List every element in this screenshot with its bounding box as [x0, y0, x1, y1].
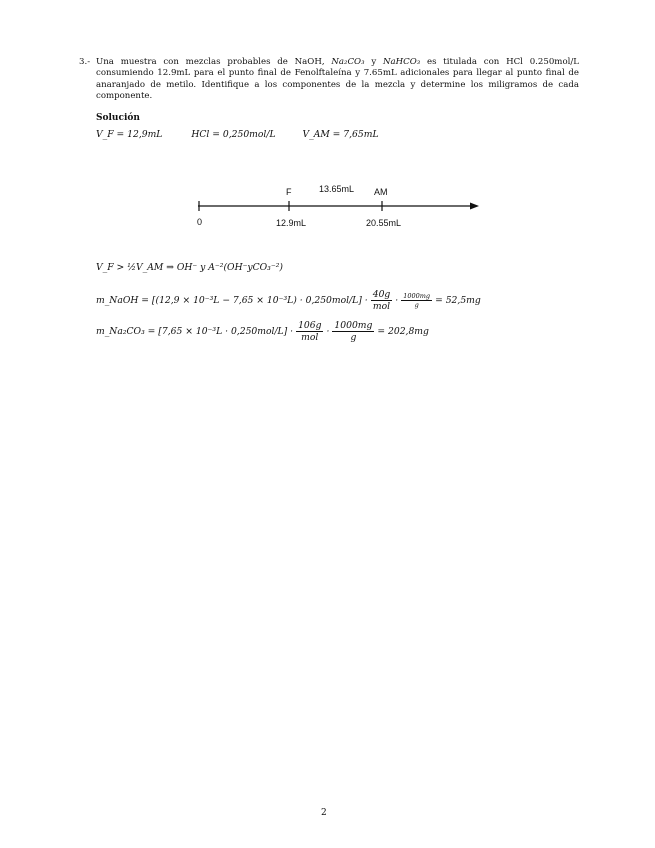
species-nahco3: NaHCO₃ [382, 57, 421, 67]
naoh-f1-num: 40g [372, 289, 391, 300]
na2co3-equation [96, 320, 429, 343]
naoh-equation [96, 289, 481, 312]
na2co3-f1-den: mol [301, 332, 319, 343]
na2co3-fraction-mg [332, 320, 374, 343]
solution-heading: Solución [96, 113, 140, 123]
label-span: 13.65mL [319, 184, 355, 194]
page-number: 2 [321, 808, 327, 818]
problem-number: 3.- [79, 57, 91, 67]
na2co3-f2-den: g [350, 332, 357, 343]
na2co3-f2-num: 1000mg [334, 320, 373, 331]
naoh-result: = 52,5mg [435, 295, 481, 306]
condition-text: V_F > ½V_AM ⇒ OH⁻ y A⁻²(OH⁻yCO₃⁻²) [96, 262, 283, 273]
tick-0-label: 0 [197, 217, 203, 227]
problem-text-c: es titulada con HCl 0.250mol/L consumiendo 12.9mL para el punto final de Fenolftaleína y 7.65mL adicionales para llegar al punto final de anaranjado de metilo. Identifique a los componentes de la mezcla y determine los miligramos de cada componente. [96, 57, 579, 102]
naoh-left: m_NaOH = [(12,9 × 10⁻³L − 7,65 × 10⁻³L) · 0,250mol/L] · [96, 295, 368, 306]
naoh-fraction-mg [401, 292, 432, 309]
problem-text-a: Una muestra con mezclas probables de NaOH, [96, 57, 332, 67]
species-na2co3: Na₂CO₃ [331, 57, 365, 67]
condition-equation [96, 262, 283, 273]
given-hcl: HCl = 0,250mol/L [191, 129, 276, 140]
naoh-f2-num: 1000mg [403, 292, 431, 300]
naoh-f2-den: g [414, 301, 419, 309]
label-f: F [286, 187, 292, 197]
given-vam: V_AM = 7,65mL [302, 129, 379, 140]
na2co3-fraction-molar-mass [296, 320, 323, 343]
given-vf: V_F = 12,9mL [96, 129, 163, 140]
naoh-f1-den: mol [372, 301, 391, 312]
na2co3-left: m_Na₂CO₃ = [7,65 × 10⁻³L · 0,250mol/L] · [96, 326, 294, 337]
label-am: AM [374, 187, 388, 197]
tick-1-label: 12.9mL [276, 218, 307, 228]
naoh-dot: · [395, 295, 399, 306]
na2co3-f1-num: 106g [298, 320, 322, 331]
problem-text-b: y [364, 57, 383, 67]
na2co3-dot: · [326, 326, 330, 337]
na2co3-result: = 202,8mg [377, 326, 429, 337]
naoh-fraction-molar-mass [371, 289, 393, 312]
axis-arrowhead [470, 203, 479, 210]
tick-2-label: 20.55mL [366, 218, 402, 228]
